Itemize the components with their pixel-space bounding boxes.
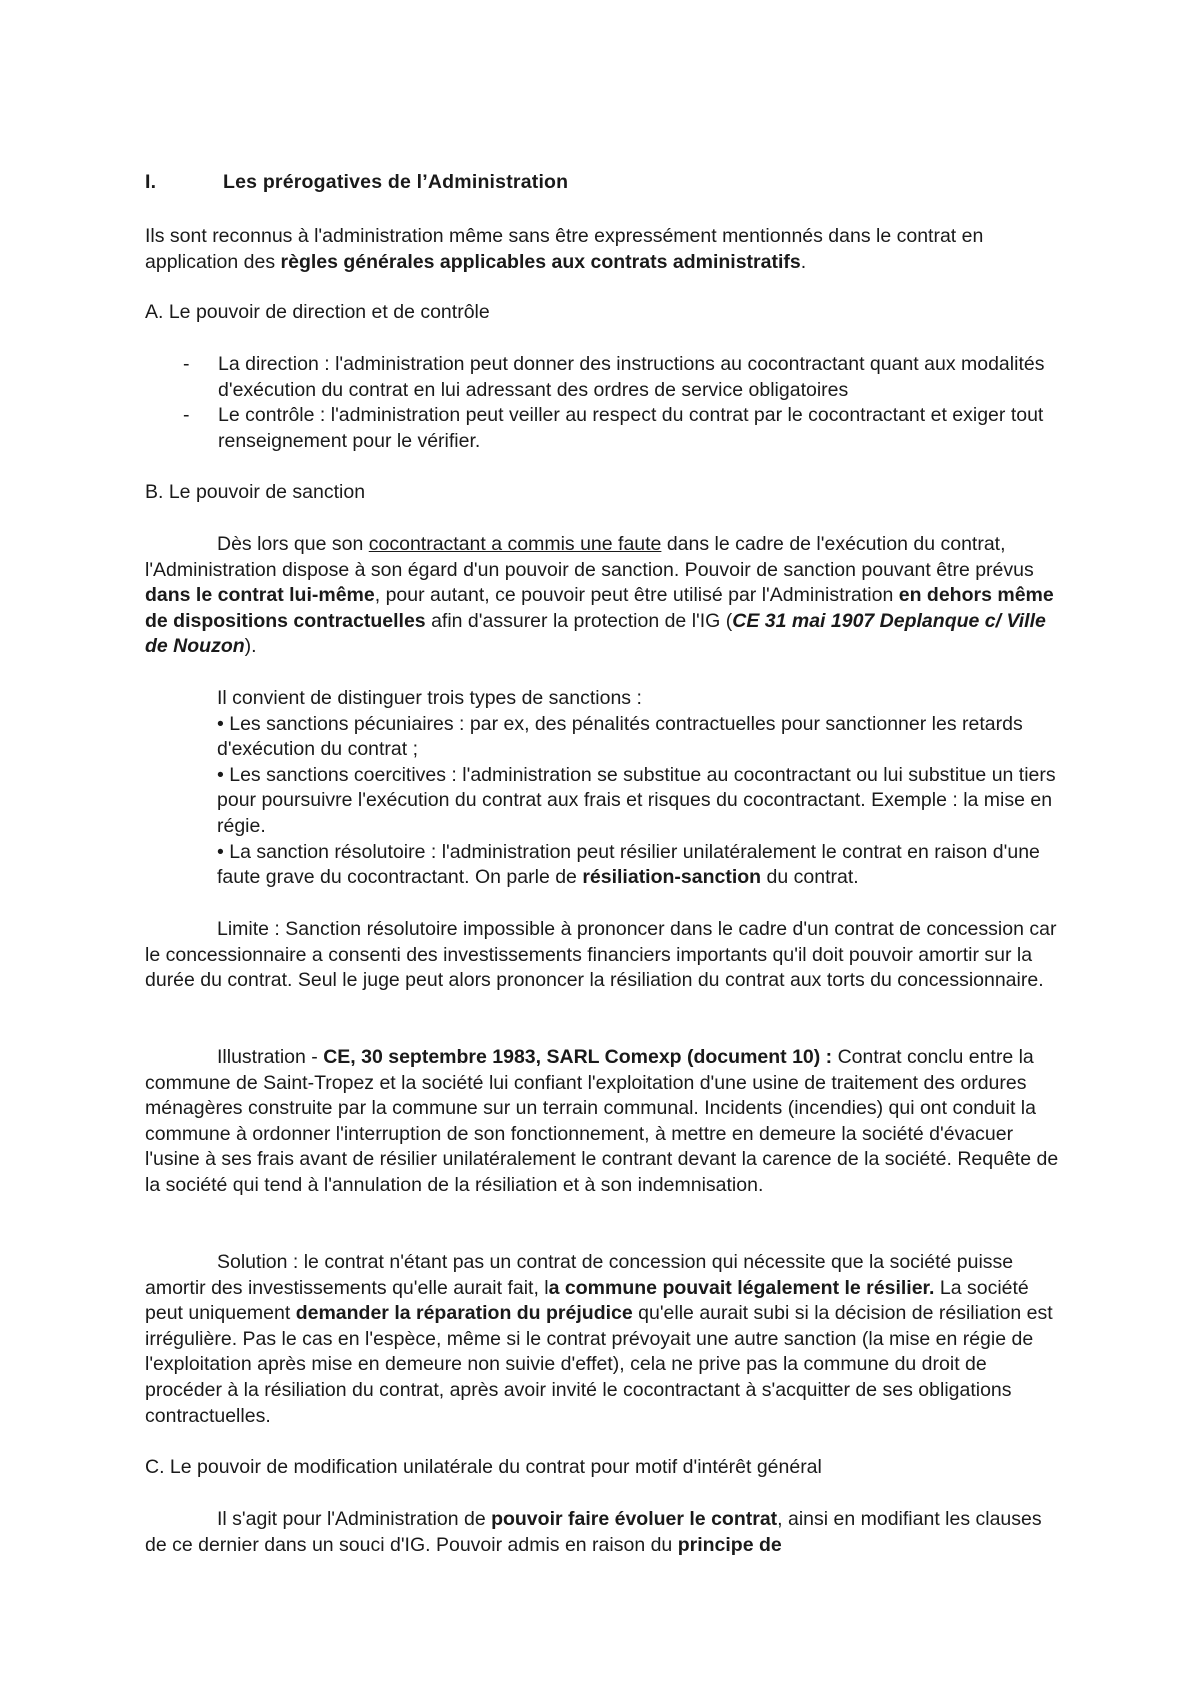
subsection-a-heading: A. Le pouvoir de direction et de contrôle	[145, 301, 490, 323]
case-citation: CE 31 mai 1907 Deplanque c/ Ville de Nouzon	[145, 609, 1046, 658]
subsection-c-heading: C. Le pouvoir de modification unilatérale du contrat pour motif d'intérêt général	[145, 1456, 822, 1478]
text: La société peut uniquement	[145, 1276, 1029, 1325]
text: afin d'assurer la protection de l'IG (	[425, 609, 733, 632]
bold-text: principe de	[677, 1533, 782, 1556]
list-item	[145, 352, 1065, 403]
bold-text: a commune pouvait légalement le résilier.	[548, 1276, 935, 1299]
bullet-item	[145, 840, 1065, 891]
bold-text: en dehors même de dispositions contractuelles	[145, 584, 1054, 632]
intro-bold: règles générales applicables aux contrats administratifs	[280, 250, 801, 273]
list-item-text: La direction : l'administration peut donner des instructions au cocontractant quant aux modalités d'exécution du contrat en lui adressant des ordres de service obligatoires	[218, 353, 1045, 401]
sanction-paragraph	[145, 532, 1065, 660]
bold-text: pouvoir faire évoluer le contrat	[491, 1508, 778, 1530]
bullet-item: • Les sanctions pécuniaires : par ex, des pénalités contractuelles pour sanctionner les retards d'exécution du contrat ;	[217, 712, 1023, 761]
section-number: I.	[145, 171, 157, 193]
illustration-paragraph	[145, 1045, 1065, 1199]
text: Contrat conclu entre la commune de Saint-Tropez et la société lui confiant l'exploitation d'une usine de traitement des ordures ménagères construite par la commune sur un terrain communal. Incidents (incendies) qui ont conduit la commune à ordonner l'interruption de son fonctionnement, à mettre en demeure la société d'évacuer l'usine à ses frais avant de résilier unilatéralement le contrant devant la carence de la société. Requête de la société qui tend à l'annulation de la résiliation et à son indemnisation.	[145, 1046, 1059, 1196]
text: dans le cadre de l'exécution du contrat, l'Administration dispose à son égard d'un pouvoir de sanction. Pouvoir de sanction pouvant être prévus	[145, 533, 1034, 581]
list-item-text: Le contrôle : l'administration peut veiller au respect du contrat par le cocontractant et exiger tout renseignement pour le vérifier.	[218, 404, 1044, 452]
text: Il s'agit pour l'Administration de	[217, 1508, 492, 1530]
text: Dès lors que son	[217, 533, 369, 555]
text: • La sanction résolutoire : l'administration peut résilier unilatéralement le contrat en raison d'une faute grave du cocontractant. On parle de	[217, 840, 1040, 889]
case-citation: CE, 30 septembre 1983, SARL Comexp (document 10) :	[323, 1046, 833, 1068]
text: ).	[244, 635, 257, 658]
section-title: Les prérogatives de l’Administration	[223, 171, 569, 193]
subsection-b-heading: B. Le pouvoir de sanction	[145, 481, 366, 503]
sanction-types	[145, 686, 1065, 891]
text: du contrat.	[761, 866, 859, 889]
text: qu'elle aurait subi si la décision de résiliation est irrégulière. Pas le cas en l'espèce, même si le contrat prévoyait une autre sanction (la mise en régie de l'exploitation après mise en demeure non suivie d'effet), cela ne prive pas la commune du droit de procéder à la résiliation du contrat, après avoir invité le cocontractant à s'acquitter de ses obligations contractuelles.	[145, 1302, 1053, 1427]
subsection-a-list	[145, 352, 1065, 454]
bold-text: résiliation-sanction	[582, 866, 762, 889]
bold-text: dans le contrat lui-même	[145, 584, 375, 607]
underlined-text: cocontractant a commis une faute	[368, 533, 662, 555]
sanction-types-intro: Il convient de distinguer trois types de sanctions :	[217, 687, 642, 709]
modification-paragraph	[145, 1507, 1065, 1558]
intro-text: Ils sont reconnus à l'administration même sans être expressément mentionnés dans le contrat en application des	[145, 225, 984, 273]
intro-paragraph	[145, 224, 1065, 275]
text: Solution : le contrat n'étant pas un contrat de concession qui nécessite que la société puisse amortir des investissements qu'elle aurait fait, l	[145, 1251, 1014, 1299]
intro-end: .	[800, 250, 807, 273]
list-item	[145, 403, 1065, 454]
bullet-item: • Les sanctions coercitives : l'administration se substitue au cocontractant ou lui substitue un tiers pour poursuivre l'exécution du contrat aux frais et risques du cocontractant. Exemple : la mise en régie.	[217, 763, 1056, 837]
solution-paragraph	[145, 1250, 1065, 1429]
bold-text: demander la réparation du préjudice	[295, 1302, 633, 1325]
dash-marker: -	[183, 353, 190, 375]
text: Illustration -	[217, 1046, 324, 1068]
dash-marker: -	[183, 404, 190, 427]
section-heading	[145, 170, 1065, 196]
limit-paragraph: Limite : Sanction résolutoire impossible à prononcer dans le cadre d'un contrat de concession car le concessionnaire a consenti des investissements financiers importants qu'il doit pouvoir amortir sur la durée du contrat. Seul le juge peut alors prononcer la résiliation du contrat aux torts du concessionnaire.	[145, 918, 1057, 992]
text: , pour autant, ce pouvoir peut être utilisé par l'Administration	[374, 584, 899, 607]
text: , ainsi en modifiant les clauses de ce dernier dans un souci d'IG. Pouvoir admis en raison du	[145, 1508, 1042, 1556]
